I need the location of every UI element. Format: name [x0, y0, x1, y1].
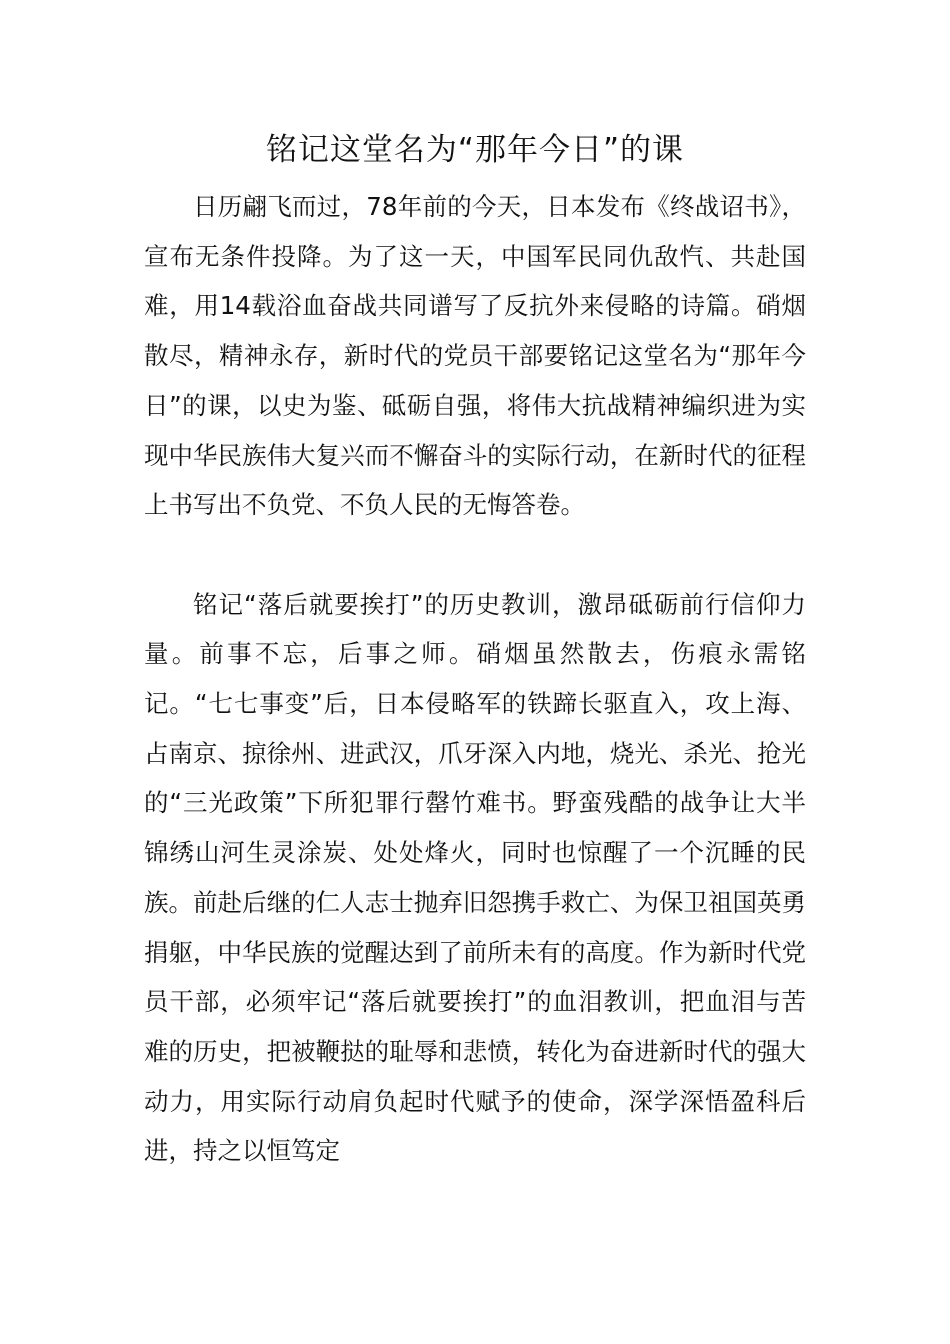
paragraph-lesson: 铭记“落后就要挨打”的历史教训，激昂砥砺前行信仰力量。前事不忘，后事之师。硝烟虽然散去，伤痕永需铭记。“七七事变”后，日本侵略军的铁蹄长驱直入，攻上海、占南京、掠徐州、进武汉，爪牙深入内地，烧光、杀光、抢光的“三光政策”下所犯罪行罄竹难书。野蛮残酷的战争让大半锦绣山河生灵涂炭、处处烽火，同时也惊醒了一个沉睡的民族。前赴后继的仁人志士抛弃旧怨携手救亡、为保卫祖国英勇捐躯，中华民族的觉醒达到了前所未有的高度。作为新时代党员干部，必须牢记“落后就要挨打”的血泪教训，把血泪与苦难的历史，把被鞭挞的耻辱和悲愤，转化为奋进新时代的强大动力，用实际行动肩负起时代赋予的使命，深学深悟盈科后进，持之以恒笃定: [144, 589, 806, 1166]
document-title: 铭记这堂名为“那年今日”的课: [265, 132, 685, 168]
paragraph-spacer: [144, 530, 806, 580]
paragraph-intro: 日历翩飞而过，78年前的今天，日本发布《终战诏书》，宣布无条件投降。为了这一天，中国军民同仇敌忾、共赴国难，用14载浴血奋战共同谱写了反抗外来侵略的诗篇。硝烟散尽，精神永存，新时代的党员干部要铭记这堂名为“那年今日”的课，以史为鉴、砥砺自强，将伟大抗战精神编织进为实现中华民族伟大复兴而不懈奋斗的实际行动，在新时代的征程上书写出不负党、不负人民的无悔答卷。: [144, 192, 806, 520]
document-page: [144, 118, 806, 1176]
